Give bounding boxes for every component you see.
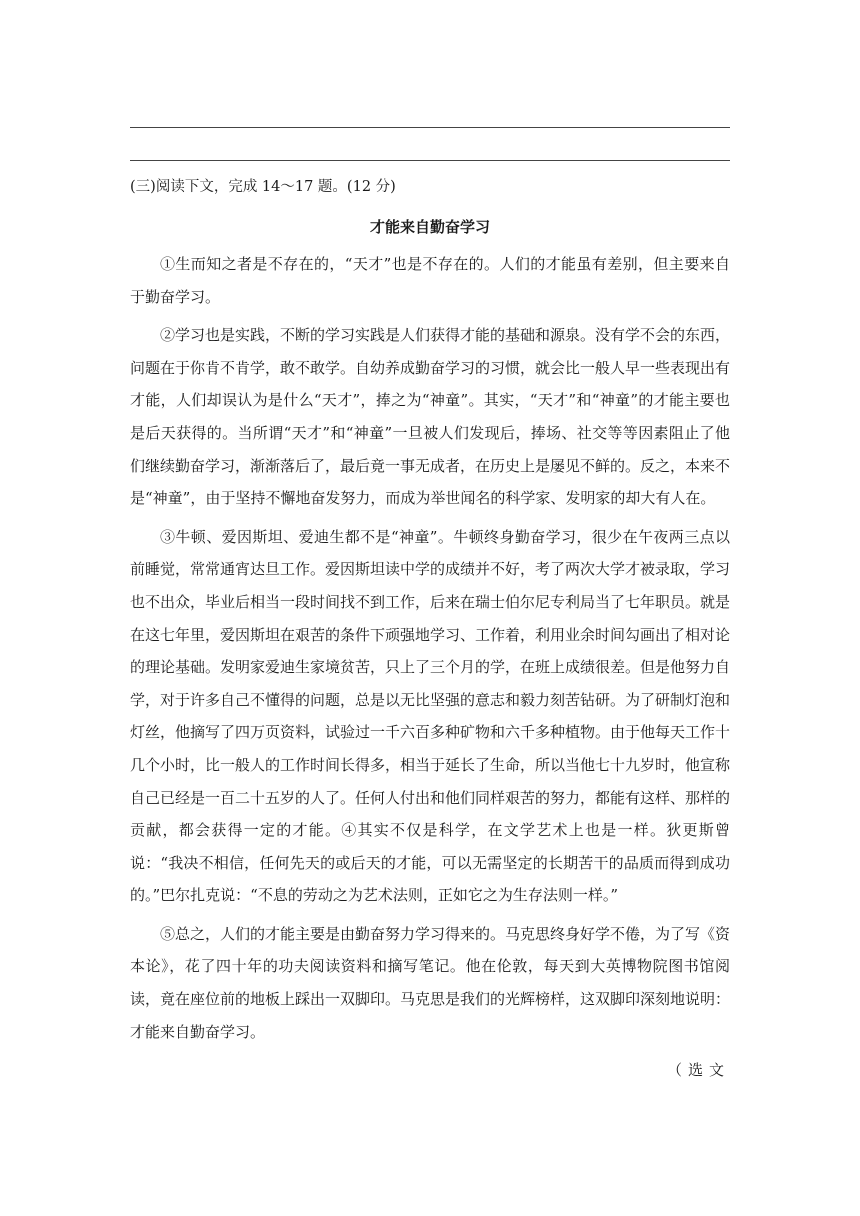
source-note: （选文 bbox=[666, 1061, 730, 1080]
article-title: 才能来自勤奋学习 bbox=[369, 218, 490, 236]
reading-section bbox=[130, 176, 730, 1086]
answer-line-1 bbox=[130, 127, 730, 128]
article-paragraph-1: ①生而知之者是不存在的，“天才”也是不存在的。人们的才能虽有差别，但主要来自于勤奋学习。 bbox=[130, 255, 730, 306]
article-paragraph-3: ③牛顿、爱因斯坦、爱迪生都不是“神童”。牛顿终身勤奋学习，很少在午夜两三点以前睡觉，常常通宵达旦工作。爱因斯坦读中学的成绩并不好，考了两次大学才被录取，学习也不出众，毕业后相当一段时间找不到工作，后来在瑞士伯尔尼专利局当了七年职员。就是在这七年里，爱因斯坦在艰苦的条件下顽强地学习、工作着，利用业余时间勾画出了相对论的理论基础。发明家爱迪生家境贫苦，只上了三个月的学，在班上成绩很差。但是他努力自学，对于许多自己不懂得的问题，总是以无比坚强的意志和毅力刻苦钻研。为了研制灯泡和灯丝，他摘写了四万页资料，试验过一千六百多种矿物和六千多种植物。由于他每天工作十几个小时，比一般人的工作时间长得多，相当于延长了生命，所以当他七十九岁时，他宣称自己已经是一百二十五岁的人了。任何人付出和他们同样艰苦的努力，都能有这样、那样的贡献，都会获得一定的才能。④其实不仅是科学，在文学艺术上也是一样。狄更斯曾说：“我决不相信，任何先天的或后天的才能，可以无需坚定的长期苦干的品质而得到成功的。”巴尔扎克说：“不息的劳动之为艺术法则，正如它之为生存法则一样。” bbox=[130, 527, 731, 905]
article-paragraph-5: ⑤总之，人们的才能主要是由勤奋努力学习得来的。马克思终身好学不倦，为了写《资本论》，花了四十年的功夫阅读资料和摘写笔记。他在伦敦，每天到大英博物院图书馆阅读，竟在座位前的地板上踩出一双脚印。马克思是我们的光辉榜样，这双脚印深刻地说明：才能来自勤奋学习。 bbox=[130, 924, 731, 1041]
answer-line-2 bbox=[130, 160, 730, 161]
section-instruction: (三)阅读下文，完成 14～17 题。(12 分) bbox=[130, 179, 396, 195]
article-paragraph-2: ②学习也是实践，不断的学习实践是人们获得才能的基础和源泉。没有学不会的东西，问题在于你肯不肯学，敢不敢学。自幼养成勤奋学习的习惯，就会比一般人早一些表现出有才能，人们却误认为是什么“天才”，捧之为“神童”。其实，“天才”和“神童”的才能主要也是后天获得的。当所谓“天才”和“神童”一旦被人们发现后，捧场、社交等等因素阻止了他们继续勤奋学习，渐渐落后了，最后竟一事无成者，在历史上是屡见不鲜的。反之，本来不是“神童”，由于坚持不懈地奋发努力，而成为举世闻名的科学家、发明家的却大有人在。 bbox=[130, 326, 731, 508]
